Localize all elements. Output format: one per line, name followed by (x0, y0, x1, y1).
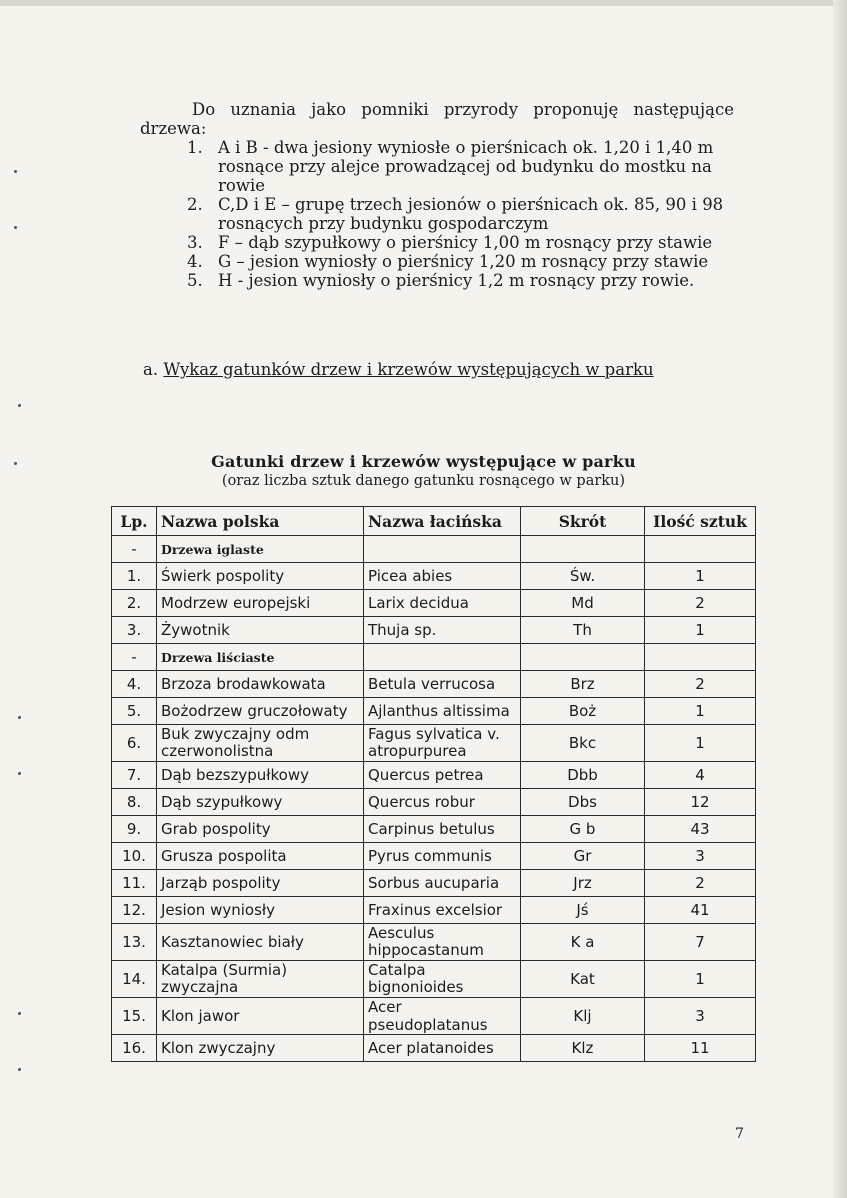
cell-quantity: 1 (645, 961, 756, 998)
list-item (140, 233, 740, 252)
scan-edge-top (0, 0, 847, 6)
list-text: A i B - dwa jesiony wyniosłe o pierśnicach ok. 1,20 i 1,40 m rosnące przy alejce prowadzącej od budynku do mostku na rowie (218, 138, 714, 195)
cell-latin-name: Acer pseudoplatanus (364, 998, 521, 1035)
cell-abbreviation: Jrz (521, 870, 645, 897)
table-row (112, 725, 756, 762)
cell-quantity: 2 (645, 671, 756, 698)
intro-paragraph (140, 100, 740, 290)
cell-lp: 15. (112, 998, 157, 1035)
cell-lp: 8. (112, 789, 157, 816)
cell-abbreviation: Th (521, 617, 645, 644)
cell-abbreviation: Jś (521, 897, 645, 924)
scan-speck (18, 716, 21, 719)
list-number: 2. (187, 195, 203, 214)
list-text: F – dąb szypułkowy o pierśnicy 1,00 m rosnący przy stawie (218, 233, 713, 252)
cell-quantity: 1 (645, 617, 756, 644)
scan-speck (18, 772, 21, 775)
cell-latin-name: Betula verrucosa (364, 671, 521, 698)
list-text: G – jesion wyniosły o pierśnicy 1,20 m rosnący przy stawie (218, 252, 709, 271)
cell-latin-name: Fagus sylvatica v. atropurpurea (364, 725, 521, 762)
section-prefix: a. (143, 360, 159, 379)
cell-quantity: 7 (645, 924, 756, 961)
cell-latin-name: Catalpa bignonioides (364, 961, 521, 998)
list-text: H - jesion wyniosły o pierśnicy 1,2 m rosnący przy rowie. (218, 271, 695, 290)
cell-quantity: 12 (645, 789, 756, 816)
table-row (112, 1035, 756, 1062)
cell-latin-name: Fraxinus excelsior (364, 897, 521, 924)
cell-latin-name: Acer platanoides (364, 1035, 521, 1062)
cell-latin-name (364, 536, 521, 563)
list-item (140, 138, 740, 195)
cell-latin-name: Picea abies (364, 563, 521, 590)
section-title: Wykaz gatunków drzew i krzewów występujących w parku (163, 360, 654, 379)
cell-quantity: 2 (645, 870, 756, 897)
cell-latin-name: Thuja sp. (364, 617, 521, 644)
list-text: C,D i E – grupę trzech jesionów o pierśnicach ok. 85, 90 i 98 rosnących przy budynku gospodarczym (218, 195, 724, 233)
header-lp: Lp. (112, 507, 157, 536)
section-heading (143, 360, 654, 379)
cell-latin-name: Quercus petrea (364, 762, 521, 789)
cell-lp: 1. (112, 563, 157, 590)
table-row (112, 671, 756, 698)
cell-abbreviation: Klz (521, 1035, 645, 1062)
cell-polish-name: Klon jawor (157, 998, 364, 1035)
cell-polish-name: Dąb bezszypułkowy (157, 762, 364, 789)
table-row (112, 698, 756, 725)
cell-polish-name: Grusza pospolita (157, 843, 364, 870)
cell-latin-name (364, 644, 521, 671)
cell-lp: 5. (112, 698, 157, 725)
cell-latin-name: Sorbus aucuparia (364, 870, 521, 897)
cell-lp: 2. (112, 590, 157, 617)
cell-lp: - (112, 536, 157, 563)
header-polish-name: Nazwa polska (157, 507, 364, 536)
header-abbreviation: Skrót (521, 507, 645, 536)
cell-polish-name: Klon zwyczajny (157, 1035, 364, 1062)
cell-polish-name: Jarząb pospolity (157, 870, 364, 897)
cell-latin-name: Aesculus hippocastanum (364, 924, 521, 961)
cell-latin-name: Larix decidua (364, 590, 521, 617)
table-row (112, 870, 756, 897)
cell-lp: - (112, 644, 157, 671)
cell-quantity: 11 (645, 1035, 756, 1062)
cell-abbreviation: Brz (521, 671, 645, 698)
cell-quantity (645, 536, 756, 563)
header-quantity: Ilość sztuk (645, 507, 756, 536)
list-number: 5. (187, 271, 203, 290)
table-title (0, 452, 847, 489)
cell-polish-name: Dąb szypułkowy (157, 789, 364, 816)
cell-abbreviation: Bkc (521, 725, 645, 762)
list-number: 1. (187, 138, 203, 157)
list-item (140, 271, 740, 290)
cell-abbreviation: Dbb (521, 762, 645, 789)
table-title-main: Gatunki drzew i krzewów występujące w parku (211, 452, 636, 471)
cell-abbreviation: G b (521, 816, 645, 843)
header-latin-name: Nazwa łacińska (364, 507, 521, 536)
cell-lp: 9. (112, 816, 157, 843)
table-title-sub: (oraz liczba sztuk danego gatunku rosnącego w parku) (221, 473, 626, 489)
cell-quantity: 3 (645, 843, 756, 870)
species-table (111, 506, 756, 1062)
scan-edge-right (833, 0, 847, 1198)
list-item (140, 252, 740, 271)
cell-lp: 16. (112, 1035, 157, 1062)
scan-speck (18, 1068, 21, 1071)
cell-abbreviation: K a (521, 924, 645, 961)
cell-lp: 12. (112, 897, 157, 924)
cell-quantity: 2 (645, 590, 756, 617)
cell-abbreviation: Boż (521, 698, 645, 725)
scan-speck (14, 226, 17, 229)
monument-list (140, 138, 740, 290)
table-row (112, 816, 756, 843)
cell-polish-name: Brzoza brodawkowata (157, 671, 364, 698)
cell-lp: 13. (112, 924, 157, 961)
cell-polish-name: Grab pospolity (157, 816, 364, 843)
cell-polish-name: Bożodrzew gruczołowaty (157, 698, 364, 725)
group-row-coniferous (112, 536, 756, 563)
cell-polish-name: Kasztanowiec biały (157, 924, 364, 961)
cell-quantity: 3 (645, 998, 756, 1035)
cell-lp: 10. (112, 843, 157, 870)
cell-polish-name: Katalpa (Surmia) zwyczajna (157, 961, 364, 998)
cell-latin-name: Carpinus betulus (364, 816, 521, 843)
cell-latin-name: Quercus robur (364, 789, 521, 816)
cell-abbreviation: Klj (521, 998, 645, 1035)
scan-speck (14, 170, 17, 173)
cell-quantity: 43 (645, 816, 756, 843)
cell-lp: 7. (112, 762, 157, 789)
cell-polish-name: Jesion wyniosły (157, 897, 364, 924)
cell-quantity: 4 (645, 762, 756, 789)
intro-line: Do uznania jako pomniki przyrody proponuję następujące (192, 100, 735, 119)
cell-latin-name: Pyrus communis (364, 843, 521, 870)
cell-abbreviation (521, 644, 645, 671)
table-row (112, 617, 756, 644)
table-row (112, 924, 756, 961)
cell-quantity: 1 (645, 698, 756, 725)
cell-quantity: 1 (645, 563, 756, 590)
cell-lp: 4. (112, 671, 157, 698)
table-row (112, 762, 756, 789)
cell-abbreviation: Dbs (521, 789, 645, 816)
cell-group-name: Drzewa iglaste (157, 536, 364, 563)
list-number: 3. (187, 233, 203, 252)
cell-lp: 14. (112, 961, 157, 998)
table-row (112, 789, 756, 816)
cell-polish-name: Świerk pospolity (157, 563, 364, 590)
scan-speck (18, 404, 21, 407)
cell-polish-name: Buk zwyczajny odm czerwonolistna (157, 725, 364, 762)
cell-quantity: 41 (645, 897, 756, 924)
table-row (112, 998, 756, 1035)
scan-speck (18, 1012, 21, 1015)
cell-latin-name: Ajlanthus altissima (364, 698, 521, 725)
list-item (140, 195, 740, 233)
cell-abbreviation: Md (521, 590, 645, 617)
cell-lp: 6. (112, 725, 157, 762)
group-row-deciduous (112, 644, 756, 671)
cell-abbreviation (521, 536, 645, 563)
cell-abbreviation: Kat (521, 961, 645, 998)
list-number: 4. (187, 252, 203, 271)
table-row (112, 961, 756, 998)
table-header-row (112, 507, 756, 536)
cell-lp: 11. (112, 870, 157, 897)
cell-abbreviation: Gr (521, 843, 645, 870)
cell-group-name: Drzewa liściaste (157, 644, 364, 671)
cell-abbreviation: Św. (521, 563, 645, 590)
table-row (112, 590, 756, 617)
table-row (112, 843, 756, 870)
cell-polish-name: Żywotnik (157, 617, 364, 644)
page-number: 7 (735, 1126, 744, 1142)
intro-line: drzewa: (140, 119, 207, 138)
cell-quantity (645, 644, 756, 671)
table-row (112, 563, 756, 590)
cell-polish-name: Modrzew europejski (157, 590, 364, 617)
cell-lp: 3. (112, 617, 157, 644)
cell-quantity: 1 (645, 725, 756, 762)
table-row (112, 897, 756, 924)
